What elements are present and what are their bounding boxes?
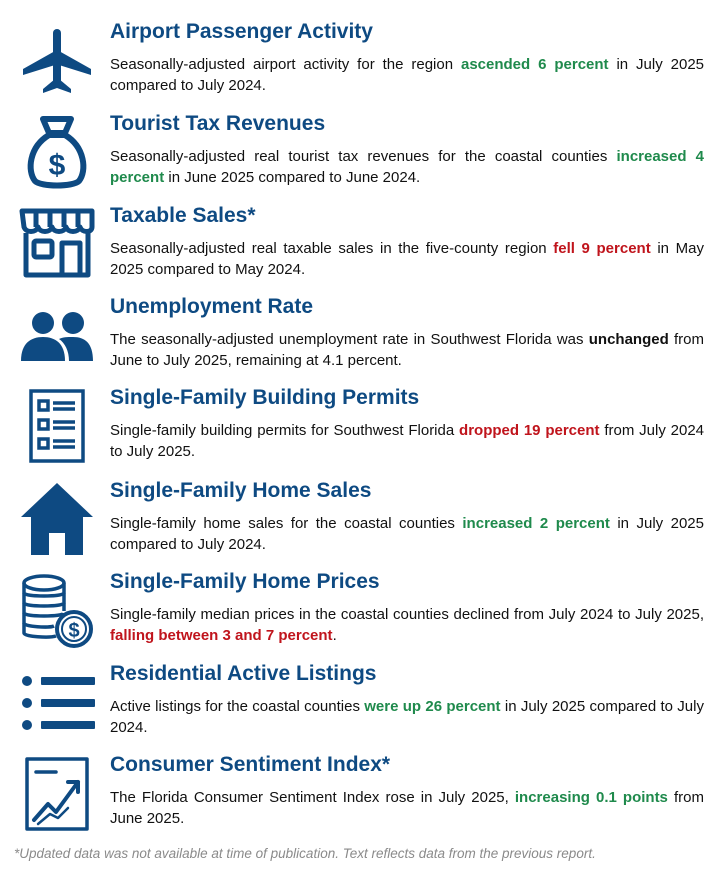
people-icon bbox=[14, 305, 100, 367]
section-body: Single-family building permits for Southwest Florida dropped 19 percent from July 2024 to July 2025. bbox=[110, 422, 705, 460]
section-title: Tourist Tax Revenues bbox=[110, 112, 326, 135]
airplane-icon bbox=[14, 26, 100, 96]
highlight-increase: increased 2 percent bbox=[462, 515, 610, 532]
coin-stack-icon bbox=[14, 572, 100, 650]
svg-text:$: $ bbox=[48, 149, 66, 182]
highlight-decrease: falling between 3 and 7 percent bbox=[110, 627, 333, 644]
trend-chart-icon bbox=[14, 755, 100, 833]
highlight-increase: were up 26 percent bbox=[364, 698, 501, 715]
section-title: Airport Passenger Activity bbox=[110, 20, 373, 43]
highlight-neutral: unchanged bbox=[588, 331, 669, 348]
section-body: Active listings for the coastal counties were up 26 percent in July 2025 compared to July 2024. bbox=[110, 698, 704, 736]
section-body: Single-family median prices in the coastal counties declined from July 2024 to July 2025, falling between 3 and 7 percent. bbox=[110, 606, 704, 644]
section-body: The seasonally-adjusted unemployment rate in Southwest Florida was unchanged from June to July 2025, remaining at 4.1 percent. bbox=[110, 331, 704, 369]
section-body: Single-family home sales for the coastal counties increased 2 percent in July 2025 compared to July 2024. bbox=[110, 515, 704, 553]
section-title: Single-Family Building Permits bbox=[110, 386, 420, 409]
money-bag-icon bbox=[14, 112, 100, 190]
highlight-decrease: fell 9 percent bbox=[553, 240, 651, 257]
section-body: Seasonally-adjusted real tourist tax revenues for the coastal counties increased 4 percent in June 2025 compared to June 2024. bbox=[110, 148, 704, 186]
footnote: *Updated data was not available at time of publication. Text reflects data from the previous report. bbox=[14, 846, 596, 861]
highlight-increase: increasing 0.1 points bbox=[514, 789, 668, 806]
section-body: Seasonally-adjusted airport activity for the region ascended 6 percent in July 2025 compared to July 2024. bbox=[110, 56, 705, 94]
section-title: Consumer Sentiment Index* bbox=[110, 753, 391, 776]
section-body: The Florida Consumer Sentiment Index rose in July 2025, increasing 0.1 points from June 2025. bbox=[110, 789, 704, 827]
highlight-decrease: dropped 19 percent bbox=[459, 422, 600, 439]
storefront-icon bbox=[14, 206, 100, 280]
highlight-increase: increased 4 percent bbox=[110, 148, 704, 186]
section-title: Single-Family Home Sales bbox=[110, 479, 372, 502]
section-title: Taxable Sales* bbox=[110, 204, 256, 227]
svg-text:$: $ bbox=[68, 620, 80, 642]
checklist-document-icon bbox=[14, 388, 100, 464]
section-title: Residential Active Listings bbox=[110, 662, 377, 685]
section-body: Seasonally-adjusted real taxable sales in the five-county region fell 9 percent in May 2025 compared to May 2024. bbox=[110, 240, 704, 278]
list-icon bbox=[14, 668, 100, 738]
section-title: Single-Family Home Prices bbox=[110, 570, 380, 593]
highlight-increase: ascended 6 percent bbox=[460, 56, 609, 73]
house-icon bbox=[14, 479, 100, 559]
section-title: Unemployment Rate bbox=[110, 295, 314, 318]
